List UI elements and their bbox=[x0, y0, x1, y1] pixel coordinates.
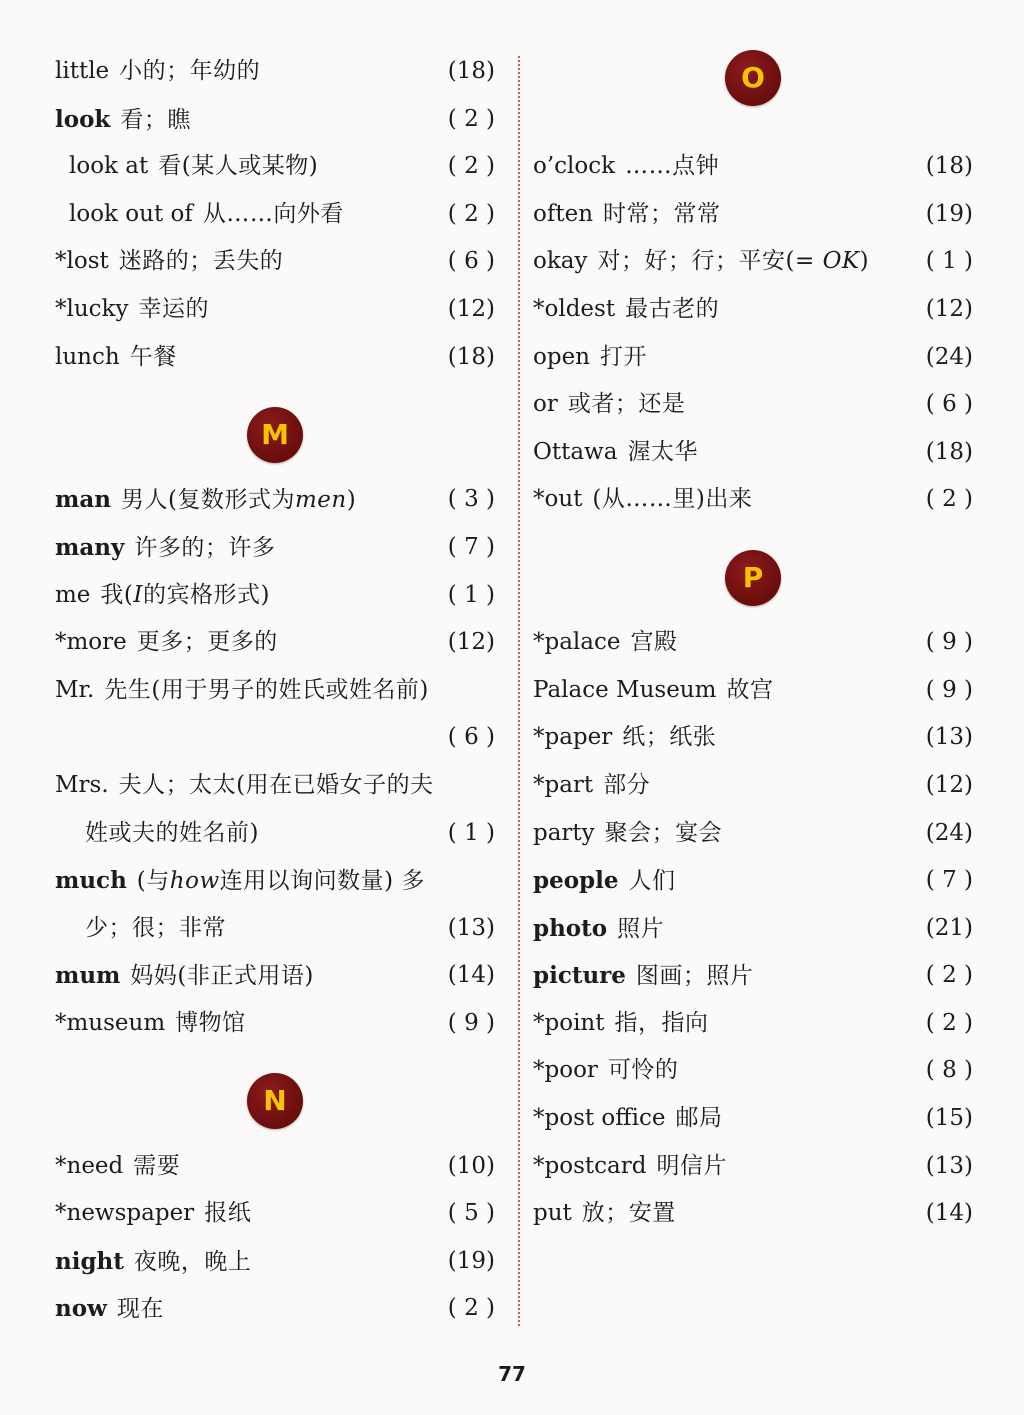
entry-out bbox=[533, 476, 973, 524]
entry-definition: 看；瞧 bbox=[120, 106, 191, 133]
entry-word: night bbox=[55, 1247, 124, 1275]
entry-word: *paper bbox=[533, 724, 613, 751]
entry-word: much bbox=[55, 867, 127, 895]
entry-definition: 人们 bbox=[628, 868, 676, 895]
entry-lesson-number: ( 1 ) bbox=[447, 819, 495, 846]
section-header-m bbox=[55, 381, 495, 476]
entry-word: *part bbox=[533, 771, 594, 798]
entry-definition: 小的；年幼的 bbox=[119, 58, 261, 84]
entry-word: o’clock bbox=[533, 153, 616, 180]
entry-mr bbox=[55, 667, 495, 715]
entry-definition: 最古老的 bbox=[625, 295, 720, 322]
entry-word: *lucky bbox=[55, 295, 129, 322]
entry-lesson-number: ( 7 ) bbox=[447, 533, 495, 560]
entry-much-continued bbox=[55, 905, 495, 953]
definition-text: 男人(复数形式为 bbox=[120, 487, 295, 514]
entry-word: *palace bbox=[533, 629, 621, 656]
entry-word: little bbox=[55, 58, 110, 84]
entry-word: now bbox=[55, 1295, 107, 1323]
entry-lesson-number: (18) bbox=[447, 58, 495, 84]
entry-word: *poor bbox=[533, 1057, 598, 1084]
entry-oldest bbox=[533, 286, 973, 334]
section-header-o bbox=[533, 48, 973, 143]
entry-lesson-number: ( 9 ) bbox=[447, 1009, 495, 1036]
entry-lesson-number: (13) bbox=[447, 914, 495, 941]
entry-word: Mrs. bbox=[55, 771, 109, 798]
entry-definition: 邮局 bbox=[675, 1105, 723, 1132]
entry-poor bbox=[533, 1047, 973, 1095]
entry-need bbox=[55, 1143, 495, 1191]
entry-word: people bbox=[533, 867, 619, 895]
definition-text: 对；好；行；平安(= bbox=[597, 248, 815, 275]
letter-badge: N bbox=[247, 1073, 303, 1129]
entry-word: *need bbox=[55, 1152, 124, 1179]
entry-look-out-of bbox=[55, 191, 495, 239]
entry-definition: (从……里)出来 bbox=[592, 486, 753, 513]
entry-definition: 图画；照片 bbox=[635, 963, 754, 990]
entry-word: open bbox=[533, 343, 590, 370]
entry-now bbox=[55, 1285, 495, 1333]
entry-word: *newspaper bbox=[55, 1200, 195, 1227]
entry-word: look out of bbox=[69, 200, 193, 227]
entry-lesson-number: ( 6 ) bbox=[447, 724, 495, 751]
entry-palace-museum bbox=[533, 667, 973, 715]
entry-picture bbox=[533, 952, 973, 1000]
entry-lesson-number: (15) bbox=[925, 1105, 973, 1132]
entry-lesson-number: ( 7 ) bbox=[925, 867, 973, 894]
entry-definition: 许多的；许多 bbox=[134, 534, 276, 561]
entry-lesson-number: (18) bbox=[447, 343, 495, 370]
entry-definition: 更多；更多的 bbox=[136, 629, 278, 656]
entry-definition: 照片 bbox=[617, 915, 665, 942]
entry-lucky bbox=[55, 286, 495, 334]
entry-word: lunch bbox=[55, 343, 120, 370]
entry-word: put bbox=[533, 1200, 572, 1227]
entry-lesson-number: ( 8 ) bbox=[925, 1057, 973, 1084]
entry-definition: 部分 bbox=[603, 771, 651, 798]
definition-text: ) bbox=[859, 248, 870, 275]
entry-lesson-number: ( 1 ) bbox=[925, 248, 973, 275]
definition-italic: how bbox=[169, 868, 220, 895]
entry-definition: 时常；常常 bbox=[603, 200, 721, 227]
entry-lesson-number: ( 5 ) bbox=[447, 1200, 495, 1227]
entry-definition: 博物馆 bbox=[175, 1009, 246, 1036]
entry-word: Palace Museum bbox=[533, 676, 717, 703]
entry-lesson-number: ( 1 ) bbox=[447, 581, 495, 608]
entry-word: *museum bbox=[55, 1009, 166, 1036]
entry-word: okay bbox=[533, 248, 588, 275]
entry-word: often bbox=[533, 200, 594, 227]
entry-lesson-number: ( 2 ) bbox=[447, 153, 495, 180]
entry-definition: 故宫 bbox=[726, 676, 774, 703]
entry-open bbox=[533, 334, 973, 382]
entry-mrs bbox=[55, 762, 495, 810]
entry-lost bbox=[55, 238, 495, 286]
entry-word: Mr. bbox=[55, 676, 95, 703]
entry-lesson-number: ( 2 ) bbox=[925, 486, 973, 513]
entry-lesson-number: ( 2 ) bbox=[447, 200, 495, 227]
entry-definition: 宫殿 bbox=[630, 629, 678, 656]
entry-word: mum bbox=[55, 962, 121, 990]
entry-postcard bbox=[533, 1143, 973, 1191]
entry-definition: 幸运的 bbox=[138, 295, 209, 322]
entry-lesson-number: (12) bbox=[925, 295, 973, 322]
entry-lesson-number: (24) bbox=[925, 343, 973, 370]
definition-text: 连用以询问数量) 多 bbox=[219, 868, 425, 895]
entry-definition: 先生(用于男子的姓氏或姓名前) bbox=[104, 676, 429, 703]
entry-definition-continued: 少；很；非常 bbox=[85, 914, 226, 941]
entry-lesson-number: (12) bbox=[925, 771, 973, 798]
entry-word: *post office bbox=[533, 1105, 666, 1132]
entry-mum bbox=[55, 952, 495, 1000]
entry-lesson-number: ( 2 ) bbox=[925, 1009, 973, 1036]
entry-or bbox=[533, 381, 973, 429]
entry-definition: 现在 bbox=[116, 1296, 164, 1323]
entry-definition: 或者；还是 bbox=[567, 391, 686, 418]
entry-word: *more bbox=[55, 629, 127, 656]
entry-lesson-number: ( 2 ) bbox=[447, 105, 495, 132]
entry-definition: 指，指向 bbox=[614, 1009, 709, 1036]
entry-definition: 需要 bbox=[133, 1152, 181, 1179]
entry-definition: 可怜的 bbox=[607, 1057, 679, 1084]
entry-lesson-number: (12) bbox=[447, 629, 495, 656]
entry-museum bbox=[55, 1000, 495, 1048]
entry-lesson-number: (19) bbox=[925, 200, 973, 227]
entry-word: look bbox=[55, 105, 111, 133]
entry-word: man bbox=[55, 486, 111, 514]
definition-italic: I bbox=[133, 581, 143, 608]
definition-text: (与 bbox=[136, 868, 170, 895]
entry-word: Ottawa bbox=[533, 438, 618, 465]
entry-definition: 渥太华 bbox=[627, 438, 698, 465]
definition-text: 的宾格形式) bbox=[143, 581, 270, 608]
entry-lesson-number: ( 9 ) bbox=[925, 676, 973, 703]
entry-many bbox=[55, 524, 495, 572]
entry-definition: 纸；纸张 bbox=[622, 724, 717, 751]
entry-look bbox=[55, 96, 495, 144]
entry-definition: 夫人；太太(用在已婚女子的夫 bbox=[118, 771, 434, 798]
entry-often bbox=[533, 191, 973, 239]
entry-word: many bbox=[55, 533, 125, 561]
section-header-p bbox=[533, 524, 973, 619]
entry-definition: 迷路的；丢失的 bbox=[118, 248, 284, 275]
entry-put bbox=[533, 1190, 973, 1238]
entry-definition-continued: 姓或夫的姓名前) bbox=[85, 819, 259, 846]
entry-word: photo bbox=[533, 914, 608, 942]
entry-photo bbox=[533, 905, 973, 953]
entry-lesson-number: ( 2 ) bbox=[925, 962, 973, 989]
entry-palace bbox=[533, 619, 973, 667]
entry-definition: 聚会；宴会 bbox=[604, 819, 723, 846]
entry-lesson-number: (21) bbox=[925, 914, 973, 941]
entry-night bbox=[55, 1238, 495, 1286]
entry-post-office bbox=[533, 1095, 973, 1143]
entry-lesson-number: ( 6 ) bbox=[925, 391, 973, 418]
entry-newspaper bbox=[55, 1190, 495, 1238]
entry-definition: 夜晚，晚上 bbox=[133, 1248, 252, 1275]
entry-much bbox=[55, 857, 495, 905]
entry-little bbox=[55, 48, 495, 96]
entry-party bbox=[533, 810, 973, 858]
entry-me bbox=[55, 572, 495, 620]
entry-definition: 从……向外看 bbox=[202, 200, 344, 227]
entry-definition bbox=[121, 487, 356, 513]
entry-man bbox=[55, 476, 495, 524]
definition-text: 我( bbox=[100, 581, 134, 608]
entry-definition: 报纸 bbox=[204, 1200, 252, 1227]
entry-definition: 打开 bbox=[600, 343, 647, 370]
entry-word: *lost bbox=[55, 248, 109, 275]
entry-lesson-number: (14) bbox=[447, 962, 495, 989]
entry-oclock bbox=[533, 143, 973, 191]
entry-word: *point bbox=[533, 1009, 605, 1036]
entry-lesson-number: (19) bbox=[447, 1247, 495, 1274]
entry-lesson-number: (14) bbox=[925, 1200, 973, 1227]
entry-lesson-number: (13) bbox=[925, 724, 973, 751]
entry-point bbox=[533, 1000, 973, 1048]
entry-lesson-number: (10) bbox=[447, 1152, 495, 1179]
definition-italic: men bbox=[294, 487, 347, 514]
entry-lesson-number: ( 6 ) bbox=[447, 248, 495, 275]
entry-definition bbox=[598, 248, 870, 274]
left-column bbox=[55, 48, 495, 1333]
entry-mrs-continued bbox=[55, 810, 495, 858]
entry-lesson-number: (24) bbox=[925, 819, 973, 846]
entry-definition: 明信片 bbox=[656, 1152, 727, 1179]
entry-lesson-number: (18) bbox=[925, 153, 973, 180]
entry-look-at bbox=[55, 143, 495, 191]
entry-ottawa bbox=[533, 429, 973, 477]
entry-definition: 午餐 bbox=[129, 343, 177, 370]
right-column bbox=[533, 48, 973, 1238]
entry-mr-number-line bbox=[55, 714, 495, 762]
entry-word: or bbox=[533, 391, 558, 418]
column-divider bbox=[518, 56, 520, 1326]
entry-lesson-number: ( 3 ) bbox=[447, 486, 495, 513]
entry-lesson-number: ( 9 ) bbox=[925, 629, 973, 656]
definition-text: ) bbox=[346, 487, 357, 514]
entry-people bbox=[533, 857, 973, 905]
entry-lunch bbox=[55, 334, 495, 382]
letter-badge: M bbox=[247, 407, 303, 463]
entry-lesson-number: (12) bbox=[447, 295, 495, 322]
entry-word: me bbox=[55, 581, 91, 608]
entry-paper bbox=[533, 714, 973, 762]
entry-definition: 妈妈(非正式用语) bbox=[130, 963, 314, 990]
section-header-n bbox=[55, 1047, 495, 1142]
entry-definition bbox=[137, 868, 425, 894]
page-number: 77 bbox=[498, 1362, 526, 1386]
entry-word: party bbox=[533, 819, 595, 846]
letter-badge: P bbox=[725, 550, 781, 606]
entry-part bbox=[533, 762, 973, 810]
entry-definition: 看(某人或某物) bbox=[158, 153, 319, 180]
entry-okay bbox=[533, 238, 973, 286]
entry-more bbox=[55, 619, 495, 667]
letter-badge: O bbox=[725, 50, 781, 106]
entry-word: picture bbox=[533, 962, 626, 990]
definition-italic: OK bbox=[822, 248, 860, 275]
entry-word: *oldest bbox=[533, 295, 616, 322]
entry-definition: 放；安置 bbox=[581, 1200, 676, 1227]
entry-definition bbox=[100, 582, 270, 608]
entry-lesson-number: (13) bbox=[925, 1152, 973, 1179]
entry-lesson-number: (18) bbox=[925, 438, 973, 465]
entry-lesson-number: ( 2 ) bbox=[447, 1295, 495, 1322]
entry-definition: ……点钟 bbox=[625, 153, 720, 180]
entry-word: look at bbox=[69, 153, 149, 180]
entry-word: *postcard bbox=[533, 1152, 647, 1179]
entry-word: *out bbox=[533, 486, 583, 513]
